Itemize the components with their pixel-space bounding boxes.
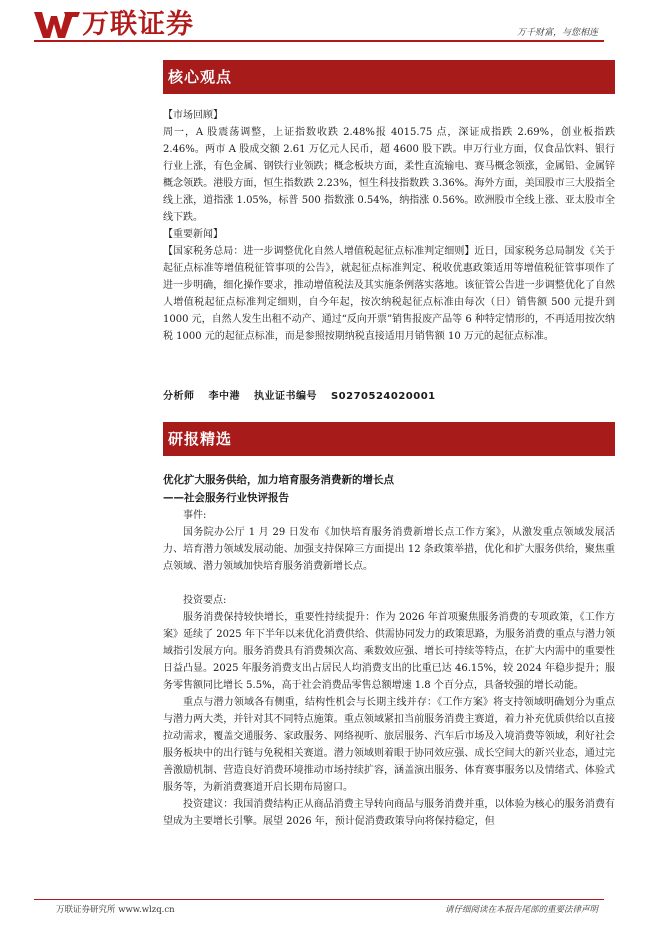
logo-w-icon [34,12,80,38]
footer-disclaimer: 请仔细阅读在本报告尾部的重要法律声明 [444,905,598,915]
company-logo [34,10,194,40]
point-3: 投资建议：我国消费结构正从商品消费主导转向商品与服务消费并重，以体验为核心的服务消费有望成为主要增长引擎。展望 2026 年，预计促消费政策导向将保持稳定，但 [163,799,615,827]
point-2: 重点与潜力领域各有侧重，结构性机会与长期主线并存：《工作方案》将支持领域明确划分为重点与潜力两大类，并针对其不同特点施策。重点领域紧扣当前服务消费主赛道，着力补充优质供给以直接拉动需求，覆盖交通服务、家政服务、网络视听、旅居服务、汽车后市场及入境消费等领域，利好社会服务板块中的出行链与免税相关赛道。潜力领域则着眼于协同效应强、成长空间大的新兴业态，通过完善激励机制、营造良好消费环境推动市场持续扩容，涵盖演出服务、体育赛事服务以及情绪式、体验式服务等，为新消费赛道开启长期布局窗口。 [163,697,615,793]
cert-number: S0270524020001 [330,391,436,402]
event-label: 事件: [183,510,207,521]
footer-divider [34,899,604,900]
section-title-core-views: 核心观点 [168,68,233,86]
slogan: 万千财富，与您相连 [516,28,598,38]
event-text: 国务院办公厅 1 月 29 日发布《加快培育服务消费新增长点工作方案》，从激发重点领域发展活力、培育潜力领域发展动能、加强支持保障三方面提出 12 条政策举措，优化和扩大服务供给，聚焦重点领域、潜力领域加快培育服务消费新增长点。 [163,527,615,572]
logo-text: 万联证券 [82,9,194,40]
research-content [163,471,615,830]
section-bar-research-picks [163,422,615,456]
news-text: 【国家税务总局：进一步调整优化自然人增值税起征点标准判定细则】近日，国家税务总局制发《关于起征点标准等增值税征管事项的公告》，就起征点标准判定、税收优惠政策适用等增值税征管事项作了进一步明确，细化操作要求，推动增值税法及其实施条例落实落地。该征管公告进一步调整优化了自然人增值税起征点标准判定细则，自今年起，按次纳税起征点标准由每次（日）销售额 500 元提升到 1000 元，自然人发生出租不动产、通过“反向开票”销售报废产品等 6 种特定情形的，不再适用按次纳税 1000 元的起征点标准，而是参照按期纳税直接适用月销售额 10 万元的起征点标准。 [163,246,615,342]
header-divider [34,40,604,42]
page-header [0,0,662,48]
spacer [163,575,615,592]
analyst-name: 李中港 [208,391,240,402]
market-review-label: 【市场回顾】 [163,110,223,121]
cert-label: 执业证书编号 [253,391,317,402]
market-review-text: 周一，A 股震荡调整，上证指数收跌 2.48%报 4015.75 点，深证成指跌 2.69%，创业板指跌 2.46%。两市 A 股成交额 2.61 万亿元人民币，超 4600 股下跌。申万行业方面，仅食品饮料、银行行业上涨，有色金属、钢铁行业领跌；概念板块方面，柔性直流输电、赛马概念领涨，金属铅、金属锌概念领跌。港股方面，恒生指数跌 2.23%，恒生科技指数跌 3.36%。海外方面，美国股市三大股指全线上涨，道指涨 1.05%，标普 500 指数涨 0.54%，纳指涨 0.56%。欧洲股市全线上涨、亚太股市全线下跌。 [163,127,615,223]
report-title: 优化扩大服务供给，加力培育服务消费新的增长点 [163,474,394,486]
news-label: 【重要新闻】 [163,229,223,240]
section-bar-core-views [163,60,615,94]
core-views-content [163,107,615,345]
points-label: 投资要点: [183,595,227,606]
point-1: 服务消费保持较快增长，重要性持续提升：作为 2026 年首项聚焦服务消费的专项政策，《工作方案》延续了 2025 年下半年以来优化消费供给、供需协同发力的政策思路，为服务消费的重点与潜力领域指引发展方向。服务消费具有消费频次高、乘数效应强、增长可持续等特点，在扩大内需中的重要性日益凸显。2025 年服务消费支出占居民人均消费支出的比重已达 46.15%，较 2024 年稳步提升；服务零售额同比增长 5.5%，高于社会消费品零售总额增速 1.8 个百分点，具备较强的增长动能。 [163,612,615,691]
report-subtitle: ——社会服务行业快评报告 [163,492,289,504]
analyst-info [163,387,446,402]
footer-left: 万联证券研究所 www.wlzq.cn [56,905,175,915]
section-title-research-picks: 研报精选 [168,430,233,448]
analyst-label: 分析师 [163,391,195,402]
